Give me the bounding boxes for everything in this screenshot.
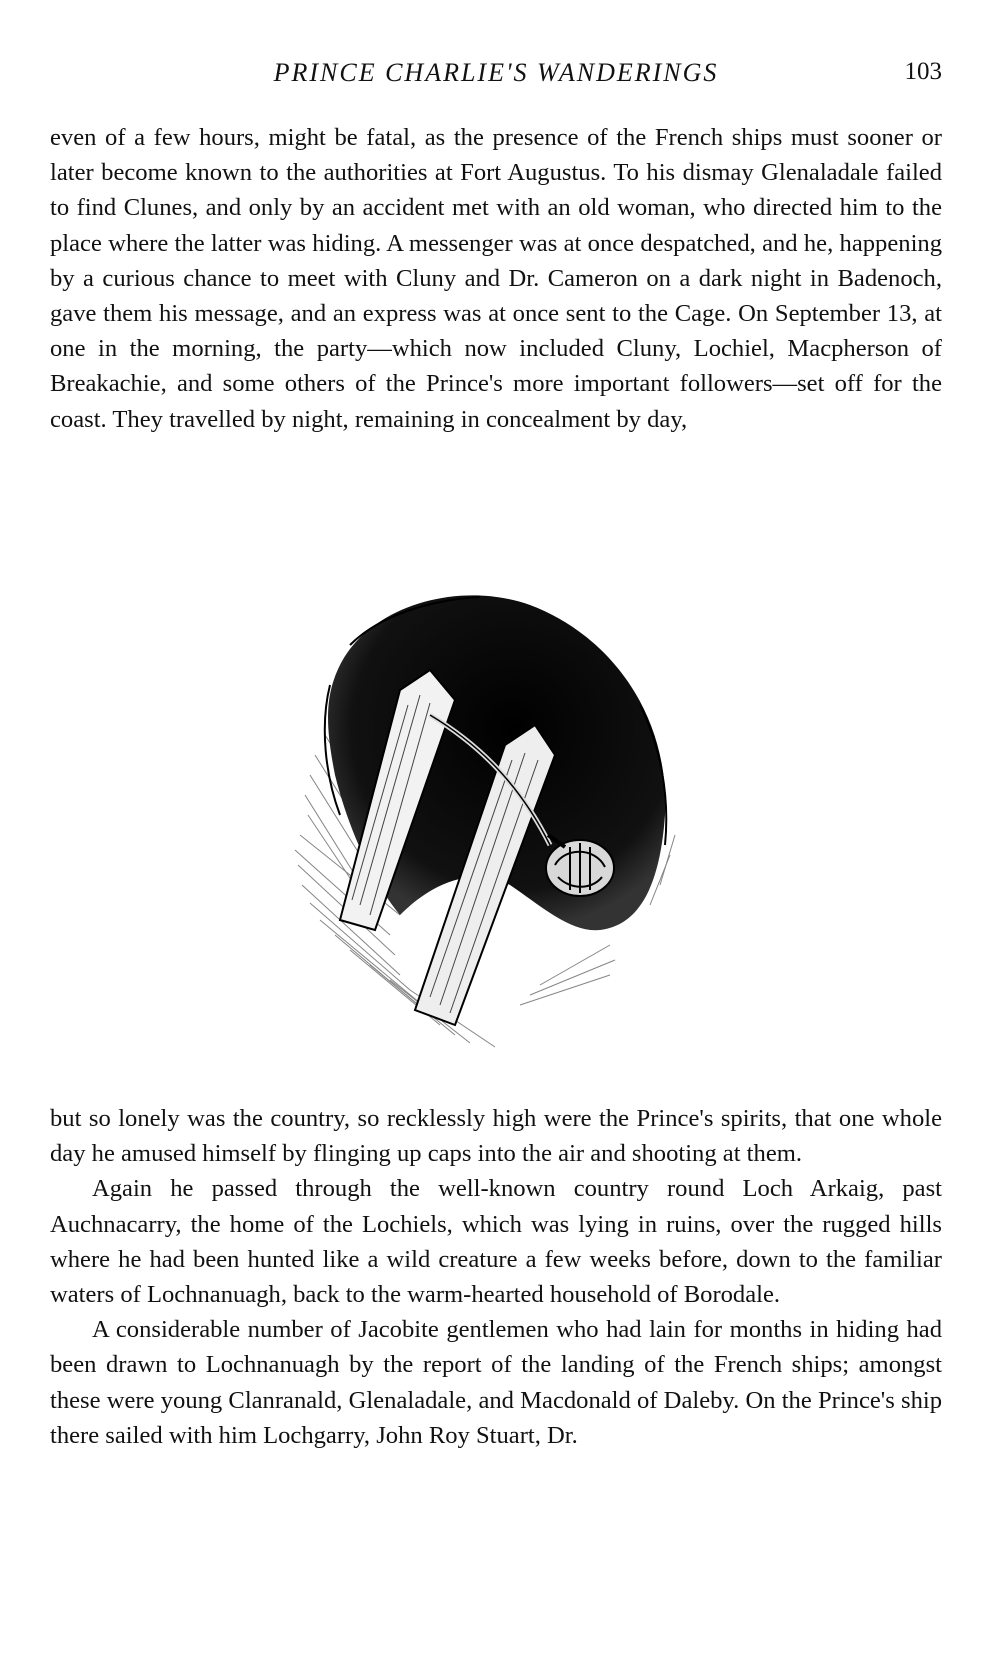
paragraph-loch-arkaig: Again he passed through the well-known country round Loch Arkaig, past Auchnacarry, the home of the Lochiels, which was lying in ruins, over the rugged hills where he had been hunted like a wild creature a few weeks before, down to the familiar waters of Lochnanuagh, back to the warm-hearted household of Borodale.: [50, 1175, 942, 1309]
paragraph-continuation: even of a few hours, might be fatal, as the presence of the French ships must sooner or later become known to the authorities at Fort Augustus. To his dismay Glenaladale failed to find Clunes, and only by an accident met with an old woman, who directed him to the place where the latter was hiding. A messenger was at once despatched, and he, happening by a curious chance to meet with Cluny and Dr. Cameron on a dark night in Badenoch, gave them his message, and an express was at once sent to the Cage. On September 13, at one in the morning, the party—which now included Cluny, Lochiel, Macpherson of Breakachie, and some others of the Prince's more important followers—set off for the coast. They travelled by night, remaining in concealment by day,: [50, 124, 942, 433]
crossed-pistols-vignette-icon: [280, 585, 710, 1075]
text-block-bottom: [50, 1101, 942, 1453]
paragraph-caps: but so lonely was the country, so recklessly high were the Prince's spirits, that one whole day he amused himself by flinging up caps into the air and shooting at them.: [50, 1105, 942, 1168]
page-number: 103: [904, 58, 942, 85]
paragraph-jacobite-gentlemen: A considerable number of Jacobite gentlemen who had lain for months in hiding had been drawn to Lochnanuagh by the report of the landing of the French ships; amongst these were young Clanranald, Glenaladale, and Macdonald of Daleby. On the Prince's ship there sailed with him Lochgarry, John Roy Stuart, Dr.: [50, 1316, 942, 1449]
text-block-top: [50, 120, 942, 437]
running-title: PRINCE CHARLIE'S WANDERINGS: [273, 58, 719, 87]
running-head: [50, 58, 942, 92]
